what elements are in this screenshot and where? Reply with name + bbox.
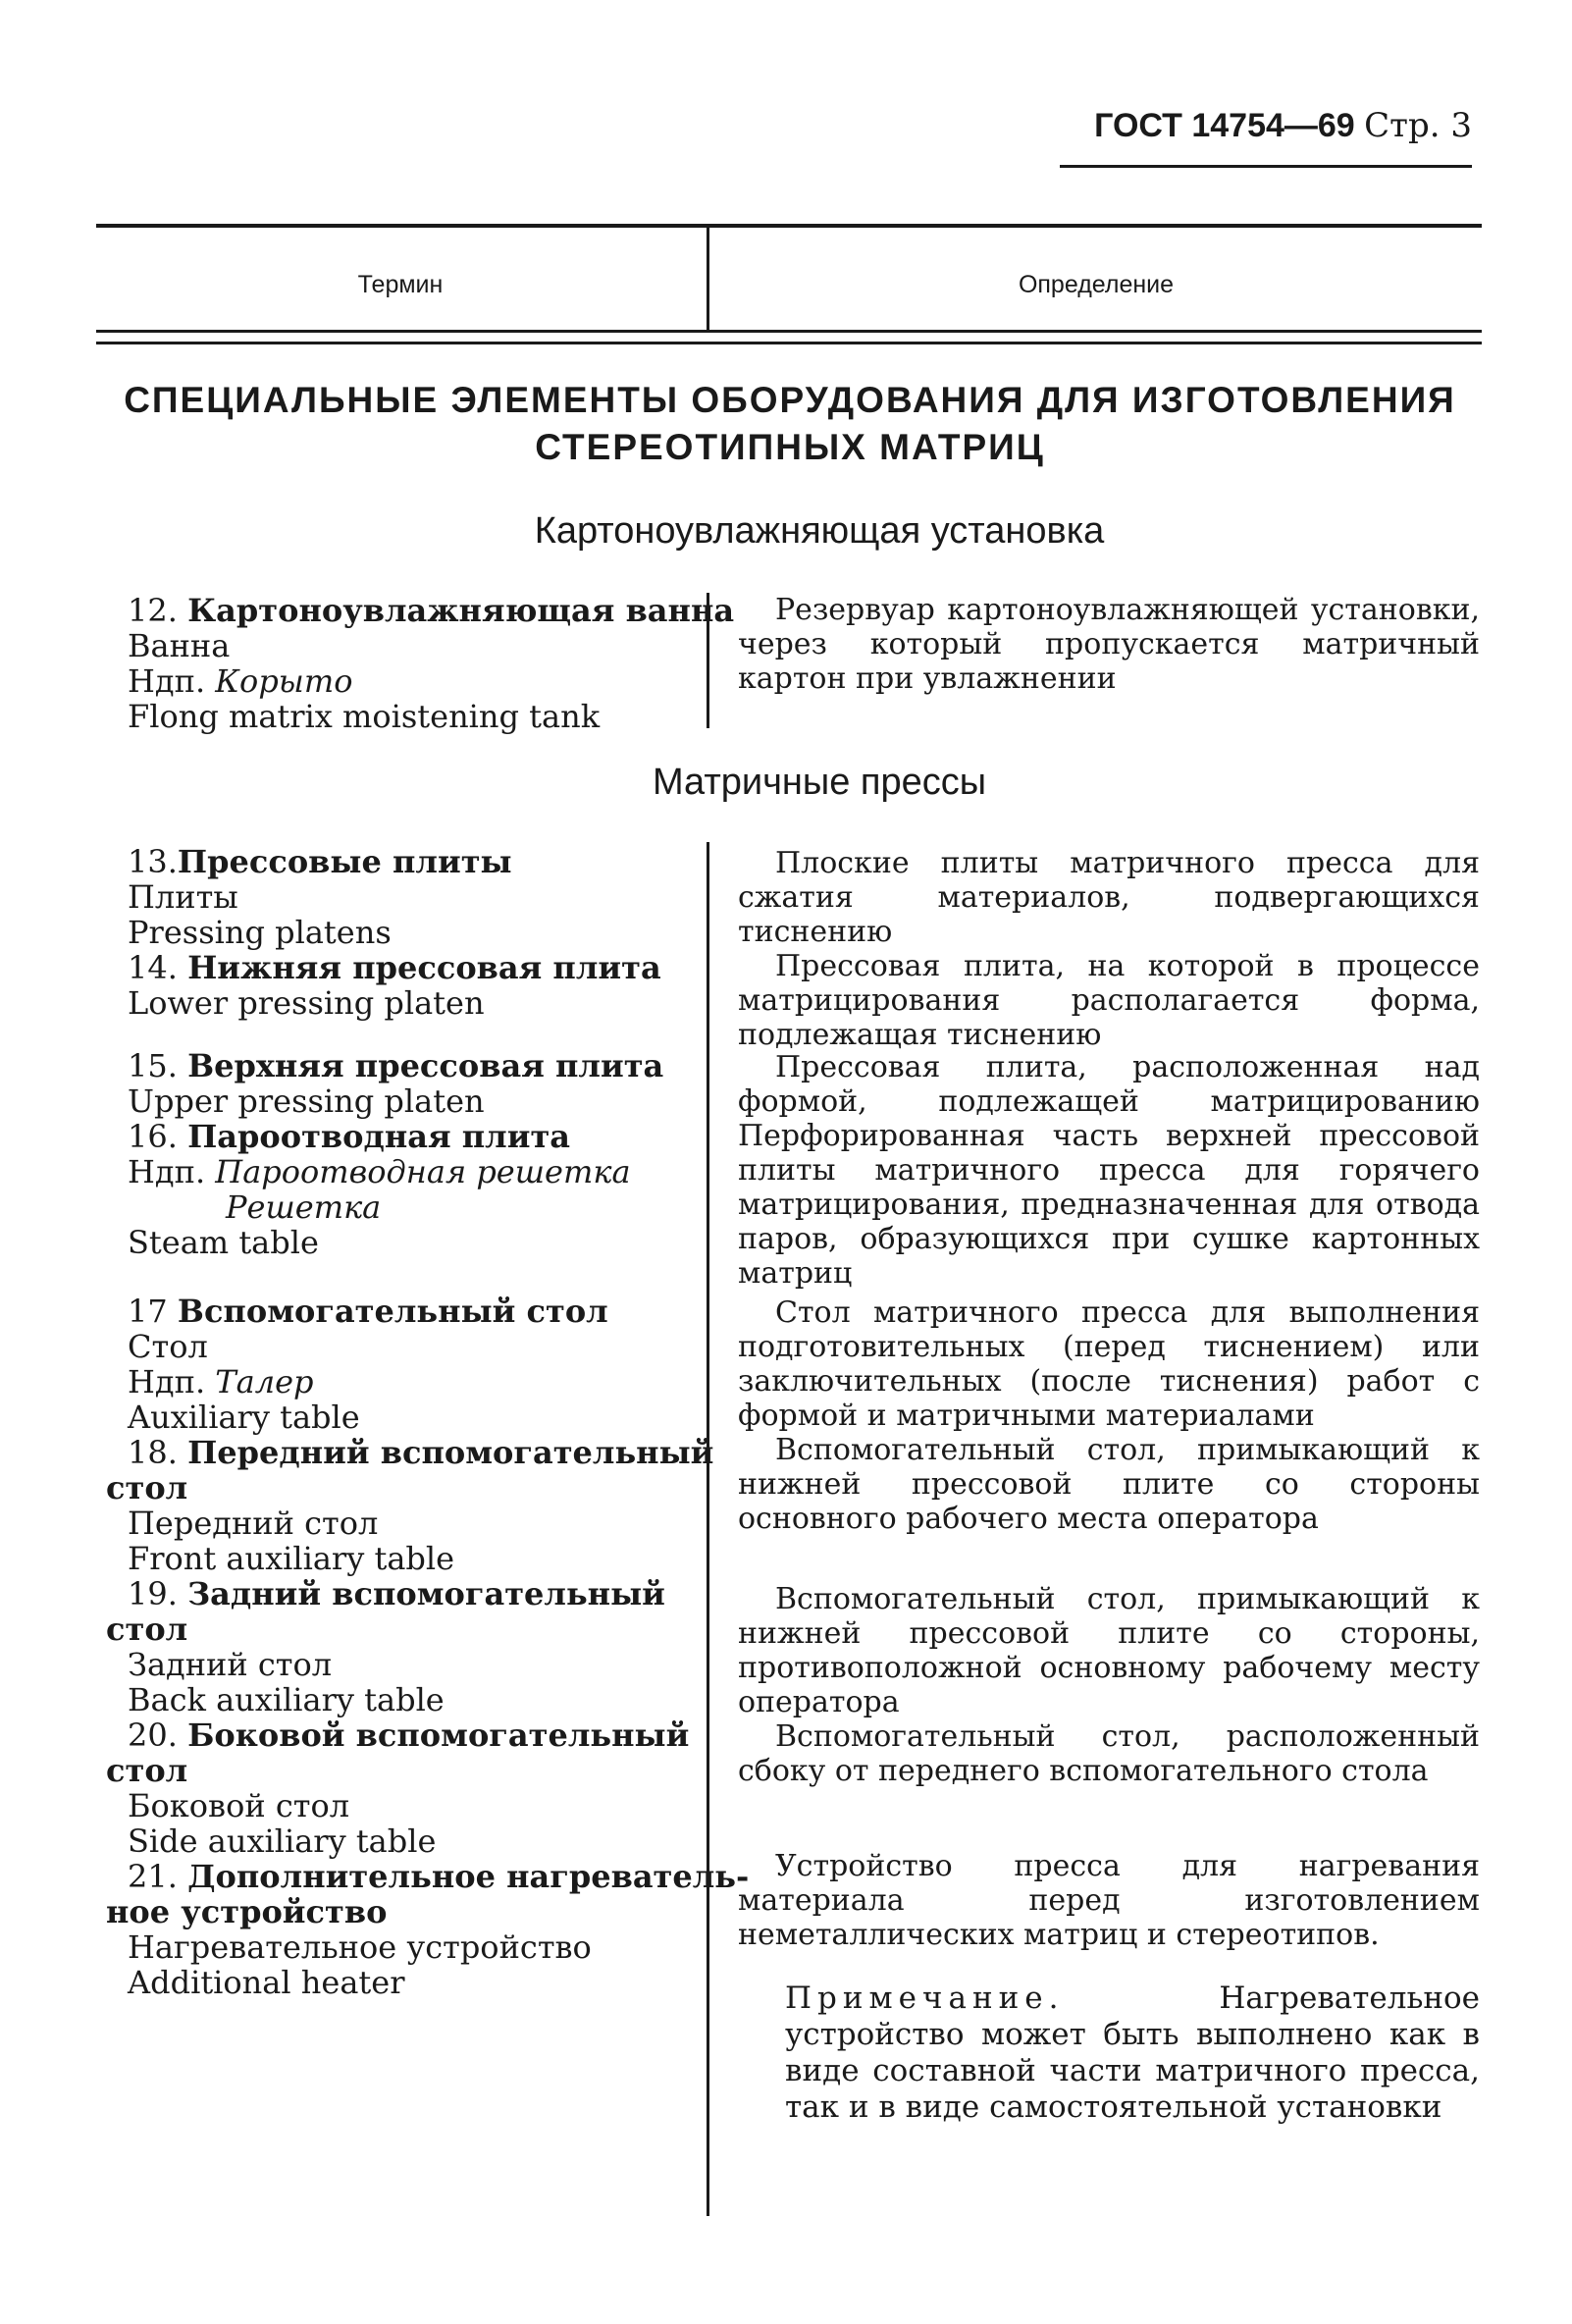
- term-main: Боковой вспомогательный: [187, 1717, 690, 1754]
- term-entry-12: [128, 592, 735, 735]
- definition-text: Вспомогательный стол, примыкающий к нижней прессовой плите со стороны, противоположной основному рабочему месту оператора: [738, 1582, 1480, 1719]
- standard-number: ГОСТ 14754—69: [1094, 107, 1355, 144]
- header-underline: [1060, 165, 1472, 168]
- term-main-cont: ное устройство: [106, 1893, 388, 1930]
- ndp-term: Решетка: [226, 1188, 382, 1226]
- term-english: Steam table: [128, 1224, 319, 1261]
- definition-entry-17: [738, 1295, 1480, 1536]
- term-english: Upper pressing platen: [128, 1083, 485, 1120]
- ndp-label: Ндп.: [128, 662, 206, 700]
- term-main: Картоноувлажняющая ванна: [187, 592, 735, 629]
- term-number: 19.: [128, 1575, 178, 1612]
- table-header-rule: [96, 330, 1482, 333]
- subsection-title: Матричные прессы: [652, 762, 987, 803]
- term-main: Прессовые плиты: [177, 843, 512, 880]
- term-main: Пароотводная плита: [187, 1118, 571, 1155]
- term-main: Вспомогательный стол: [177, 1293, 608, 1330]
- note-lead: Примечание.: [785, 1981, 1065, 2016]
- definition-text: Резервуар картоноувлажняющей установки, через который пропускается матричный картон при увлажнении: [738, 593, 1480, 696]
- section-title: СПЕЦИАЛЬНЫЕ ЭЛЕМЕНТЫ ОБОРУДОВАНИЯ ДЛЯ ИЗГОТОВЛЕНИЯ СТЕРЕОТИПНЫХ МАТРИЦ: [124, 380, 1456, 467]
- term-english: Front auxiliary table: [128, 1540, 455, 1577]
- definition-text: Вспомогательный стол, примыкающий к нижней прессовой плите со стороны основного рабочего места оператора: [738, 1433, 1480, 1536]
- term-main: Дополнительное нагреватель-: [187, 1858, 750, 1895]
- term-english: Side auxiliary table: [128, 1822, 437, 1860]
- term-synonym: Ванна: [128, 627, 231, 664]
- term-number: 14.: [128, 949, 178, 986]
- term-number: 12.: [128, 592, 178, 629]
- term-english: Additional heater: [128, 1964, 405, 2001]
- page-number: Стр. 3: [1364, 106, 1472, 145]
- term-english: Pressing platens: [128, 914, 392, 951]
- ndp-term: Пароотводная решетка: [215, 1153, 631, 1190]
- term-entries-15-16: [128, 1048, 697, 1260]
- term-english: Auxiliary table: [128, 1399, 360, 1436]
- term-synonym: Передний стол: [128, 1505, 379, 1542]
- term-number: 13.: [128, 843, 178, 880]
- definition-entry-12: [738, 593, 1480, 696]
- definition-text: Устройство пресса для нагревания материала перед изготовлением неметаллических матриц и стереотипов.: [738, 1849, 1480, 1952]
- ndp-term: Талер: [215, 1363, 314, 1400]
- term-main: Задний вспомогательный: [187, 1575, 665, 1612]
- ndp-label: Ндп.: [128, 1153, 206, 1190]
- term-main-cont: стол: [106, 1752, 188, 1789]
- term-number: 17: [128, 1293, 168, 1330]
- definition-entries-13-14: [738, 846, 1480, 1052]
- ndp-label: Ндп.: [128, 1363, 206, 1400]
- definition-text: Вспомогательный стол, расположенный сбоку от переднего вспомогательного стола: [738, 1719, 1480, 1788]
- term-main-cont: стол: [106, 1469, 188, 1506]
- table-header-rule-double: [96, 342, 1482, 344]
- term-main: Верхняя прессовая плита: [187, 1047, 664, 1084]
- page-header: [1060, 106, 1472, 145]
- column-header-definition: Определение: [1018, 271, 1175, 298]
- term-number: 20.: [128, 1717, 178, 1754]
- term-synonym: Плиты: [128, 878, 238, 916]
- table-top-rule: [96, 224, 1482, 228]
- note-block: [785, 1981, 1480, 2126]
- definition-entry-21: [738, 1849, 1480, 1952]
- term-english: Back auxiliary table: [128, 1681, 445, 1718]
- definition-entries-15-16: [738, 1050, 1480, 1291]
- term-english: Flong matrix moistening tank: [128, 698, 601, 735]
- term-entries-17-21: [106, 1293, 750, 2001]
- header-column-divider: [707, 228, 709, 330]
- term-synonym: Стол: [128, 1328, 208, 1365]
- term-main-cont: стол: [106, 1611, 188, 1648]
- column-header-term: Термин: [357, 271, 444, 298]
- term-synonym: Нагревательное устройство: [128, 1928, 592, 1966]
- ndp-term: Корыто: [215, 662, 353, 700]
- term-entries-13-14: [128, 844, 697, 1021]
- term-main: Передний вспомогательный: [187, 1434, 714, 1471]
- term-main: Нижняя прессовая плита: [187, 949, 661, 986]
- term-number: 21.: [128, 1858, 178, 1895]
- column-divider: [707, 842, 709, 2216]
- note-text: Нагревательное устройство может быть выполнено как в виде составной части матричного пресса, так и в виде самостоятельной установки: [785, 1981, 1480, 2125]
- definition-text: Прессовая плита, на которой в процессе матрицирования располагается форма, подлежащая тиснению: [738, 949, 1480, 1052]
- definition-text: Плоские плиты матричного пресса для сжатия материалов, подвергающихся тиснению: [738, 846, 1480, 949]
- term-synonym: Задний стол: [128, 1646, 333, 1683]
- term-number: 15.: [128, 1047, 178, 1084]
- term-number: 18.: [128, 1434, 178, 1471]
- subsection-title: Картоноувлажняющая установка: [534, 510, 1105, 552]
- definition-text: Прессовая плита, расположенная над формой, подлежащей матрицированию Перфорированная часть верхней прессовой плиты матричного пресса для горячего матрицирования, предназначенная для отвода паров, образующихся при сушке картонных матриц: [738, 1050, 1480, 1291]
- term-english: Lower pressing platen: [128, 984, 485, 1022]
- term-synonym: Боковой стол: [128, 1787, 350, 1824]
- definition-entry-19: [738, 1582, 1480, 1788]
- term-number: 16.: [128, 1118, 178, 1155]
- definition-text: Стол матричного пресса для выполнения подготовительных (перед тиснением) или заключительных (после тиснения) работ с формой и матричными материалами: [738, 1295, 1480, 1433]
